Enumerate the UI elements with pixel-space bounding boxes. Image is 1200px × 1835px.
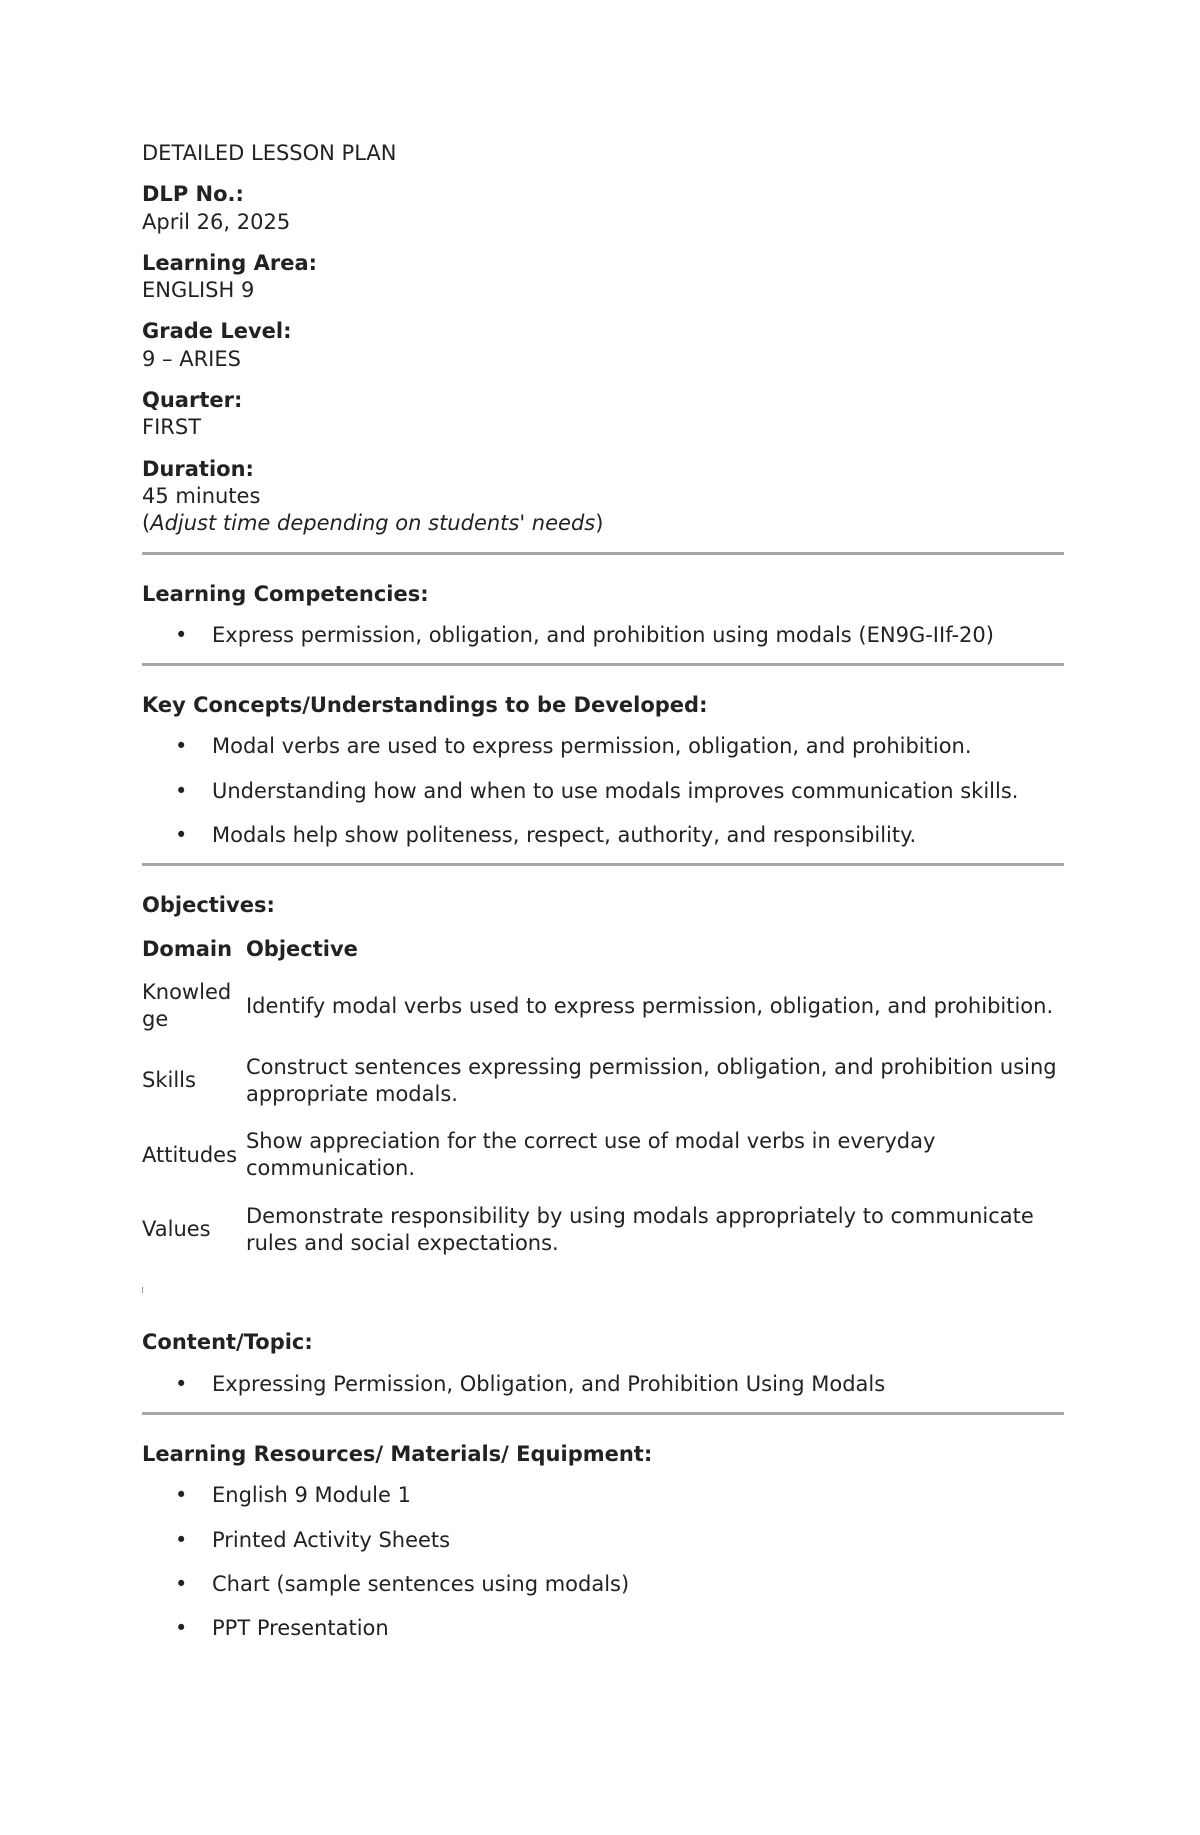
list-item: • Printed Activity Sheets	[142, 1527, 1064, 1554]
list-item: • PPT Presentation	[142, 1615, 1064, 1642]
table-header-row	[142, 934, 1064, 979]
list-item: • English 9 Module 1	[142, 1482, 1064, 1509]
domain-cell: Values	[142, 1217, 211, 1242]
objective-cell: Construct sentences expressing permission, obligation, and prohibition using appropriate modals.	[245, 1054, 1057, 1106]
dlp-label: DLP No.:	[142, 182, 244, 207]
learning-area-field	[142, 250, 1064, 305]
table-row	[142, 979, 1064, 1054]
key-concepts-heading: Key Concepts/Understandings to be Developed:	[142, 693, 708, 718]
list-item: • Expressing Permission, Obligation, and Prohibition Using Modals	[142, 1371, 1064, 1398]
section-divider	[142, 663, 1064, 666]
list-item: • Express permission, obligation, and prohibition using modals (EN9G-IIf-20)	[142, 622, 1064, 649]
domain-column-header: Domain	[142, 936, 233, 961]
objectives-table	[142, 934, 1064, 1278]
objective-cell: Demonstrate responsibility by using modals appropriately to communicate rules and social expectations.	[245, 1203, 1034, 1256]
domain-cell: Attitudes	[142, 1142, 238, 1167]
section-divider	[142, 863, 1064, 866]
document-title: DETAILED LESSON PLAN	[142, 141, 397, 165]
duration-note-open: (	[142, 511, 151, 536]
quarter-label: Quarter:	[142, 388, 243, 413]
key-concepts-list	[142, 733, 1064, 849]
list-item: • Modal verbs are used to express permission, obligation, and prohibition.	[142, 733, 1064, 760]
table-end-mark	[142, 1287, 143, 1293]
list-item: • Chart (sample sentences using modals)	[142, 1571, 1064, 1598]
grade-level-field	[142, 318, 1064, 373]
objective-column-header: Objective	[245, 936, 358, 961]
duration-label: Duration:	[142, 456, 254, 481]
content-topic-heading: Content/Topic:	[142, 1330, 313, 1355]
objective-cell: Identify modal verbs used to express permission, obligation, and prohibition.	[245, 993, 1054, 1018]
dlp-value: April 26, 2025	[142, 209, 291, 234]
duration-note-text: Adjust time depending on students' needs	[150, 511, 596, 536]
table-row	[142, 1203, 1064, 1278]
duration-note	[142, 510, 1064, 537]
list-item: • Understanding how and when to use modals improves communication skills.	[142, 778, 1064, 805]
dlp-field	[142, 181, 1064, 236]
learning-area-label: Learning Area:	[142, 250, 318, 275]
resources-heading: Learning Resources/ Materials/ Equipment:	[142, 1441, 653, 1466]
section-divider	[142, 1412, 1064, 1415]
duration-field	[142, 456, 1064, 538]
content-topic-list	[142, 1371, 1064, 1398]
objective-cell: Show appreciation for the correct use of modal verbs in everyday communication.	[245, 1129, 936, 1181]
domain-cell: Knowledge	[142, 979, 232, 1032]
competencies-heading: Learning Competencies:	[142, 581, 429, 606]
lesson-plan-page	[142, 140, 1064, 1659]
table-row	[142, 1054, 1064, 1129]
table-row	[142, 1128, 1064, 1203]
domain-cell: Skills	[142, 1068, 196, 1093]
list-item: • Modals help show politeness, respect, authority, and responsibility.	[142, 822, 1064, 849]
objectives-heading: Objectives:	[142, 893, 275, 918]
learning-area-value: ENGLISH 9	[142, 278, 255, 303]
duration-note-close: )	[595, 511, 604, 536]
competencies-list	[142, 622, 1064, 649]
grade-level-label: Grade Level:	[142, 319, 292, 344]
duration-value: 45 minutes	[142, 483, 261, 508]
grade-level-value: 9 – ARIES	[142, 346, 241, 371]
section-divider	[142, 552, 1064, 555]
quarter-field	[142, 387, 1064, 442]
quarter-value: FIRST	[142, 415, 202, 440]
resources-list	[142, 1482, 1064, 1642]
